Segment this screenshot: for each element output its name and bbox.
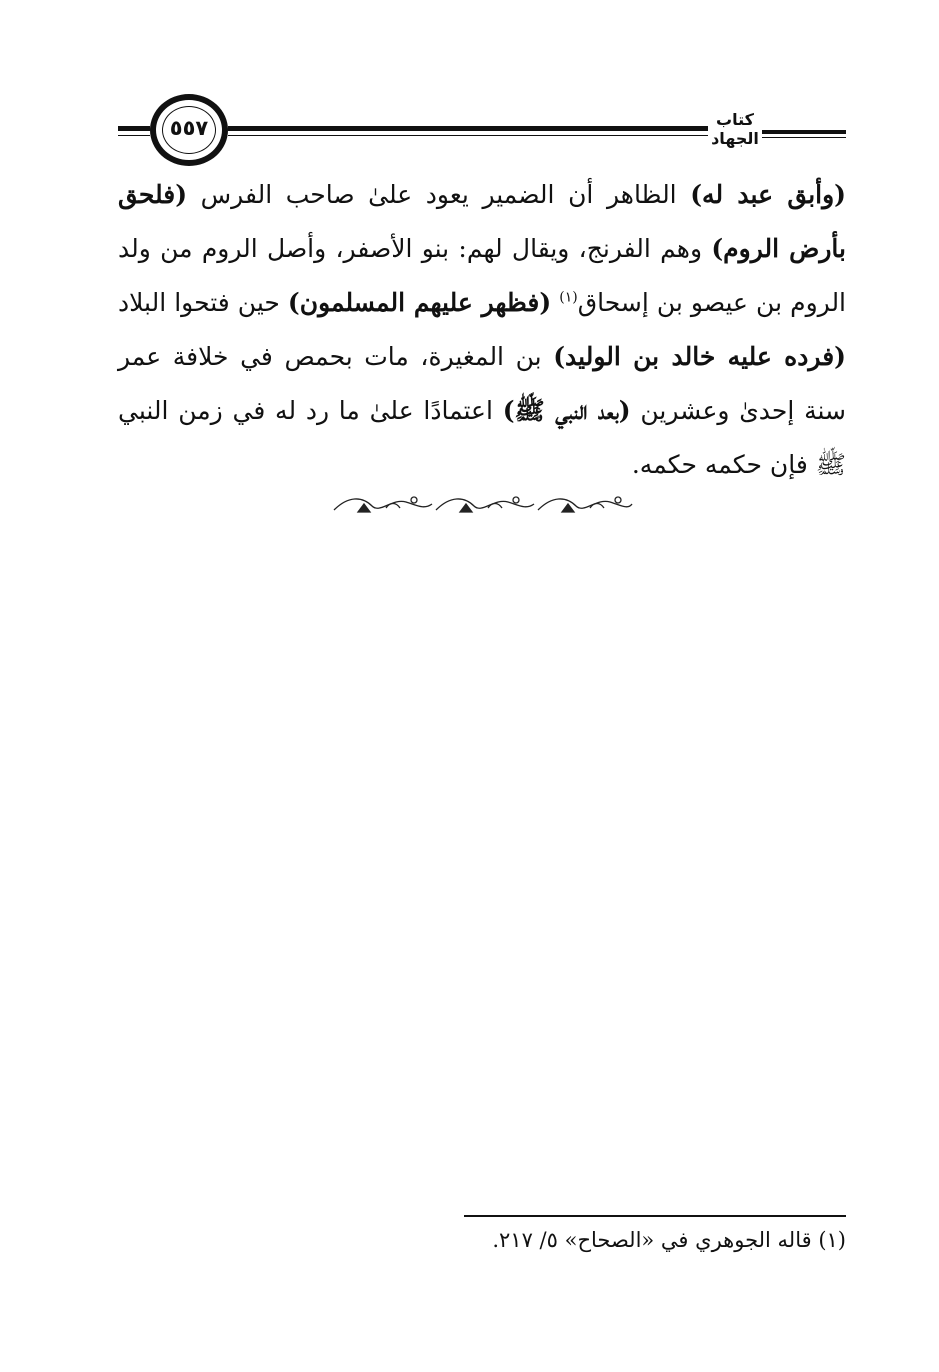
body-text-run: الظاهر أن الضمير يعود علىٰ صاحب الفرس <box>187 180 691 209</box>
body-text-run: حين فتحوا البلاد <box>118 288 288 317</box>
header-rule <box>762 130 846 134</box>
body-text-run: بن المغيرة، مات بحمص في خلافة عمر سنة إحدىٰ وعشرين <box>118 342 846 425</box>
footnote: (١) قاله الجوهري في «الصحاح» ٥/ ٢١٧. <box>492 1228 846 1252</box>
bold-quoted-text: (فظهر عليهم المسلمون) <box>287 288 552 317</box>
page-number-frame <box>150 94 228 166</box>
body-paragraph <box>118 168 846 492</box>
floral-divider-ornament <box>328 488 638 528</box>
flourish-icon <box>334 497 432 512</box>
bold-quoted-text: (وأبق عبد له) <box>690 180 846 209</box>
flourish-icon <box>538 497 632 512</box>
page-header <box>0 92 939 172</box>
bold-quoted-text: (بعد النبي ﷺ) <box>502 396 631 425</box>
header-rule <box>118 126 150 131</box>
header-rule <box>762 137 846 138</box>
header-rule <box>228 126 708 131</box>
running-head: كتاب الجهاد <box>711 110 759 148</box>
header-rule <box>118 135 150 136</box>
bold-quoted-text: (فرده عليه خالد بن الوليد) <box>553 342 846 371</box>
flourish-icon <box>436 497 534 512</box>
body-text-run: وهم الفرنج، ويقال لهم: بنو الأصفر، وأصل الروم من ولد الروم بن عيصو بن إسحاق <box>118 234 847 317</box>
body-text-run: اعتمادًا علىٰ ما رد له في زمن النبي ﷺ فإن حكمه حكمه. <box>118 396 846 479</box>
bold-quoted-text: (فلحق بأرض الروم) <box>118 180 846 263</box>
page-number: ٥٥٧ <box>169 116 209 140</box>
header-rule <box>228 135 708 136</box>
footnote-marker: (١) <box>559 289 578 306</box>
footnote-separator <box>464 1215 846 1217</box>
